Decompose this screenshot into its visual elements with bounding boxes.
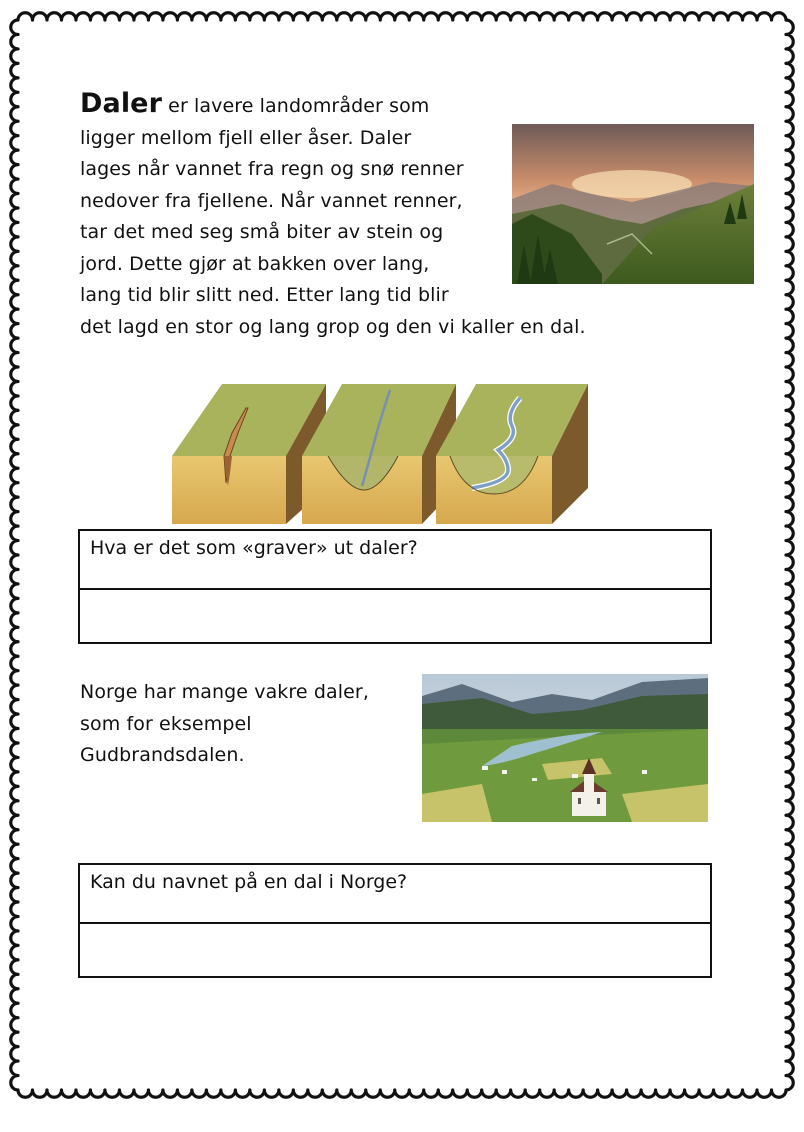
question-box-1 [78,529,712,644]
question-label-1: Hva er det som «graver» ut daler? [80,531,710,590]
intro-line-8: det lagd en stor og lang grop og den vi kaller en dal. [80,315,586,338]
norway-line-1: Norge har mange vakre daler, [80,681,369,703]
intro-line-2: ligger mellom fjell eller åser. Daler [80,126,412,149]
question-label-2: Kan du navnet på en dal i Norge? [80,865,710,924]
norway-line-2: som for eksempel [80,712,252,735]
valley-sunset-photo [512,124,754,284]
intro-line-7: lang tid blir slitt ned. Etter lang tid blir [80,284,449,306]
block-stage-3 [436,384,588,524]
norway-line-3: Gudbrandsdalen. [80,744,245,766]
answer-field-2[interactable] [80,924,710,976]
intro-line-1-rest: er lavere landområder som [162,95,430,117]
norway-paragraph [80,677,369,772]
valley-formation-diagram [168,378,594,528]
intro-line-5: tar det med seg små biter av stein og [80,221,444,243]
gudbrandsdalen-photo [422,674,708,822]
intro-line-3: lages når vannet fra regn og snø renner [80,158,464,180]
question-box-2 [78,863,712,978]
intro-line-4: nedover fra fjellene. Når vannet renner, [80,189,463,212]
intro-line-1 [80,88,780,123]
intro-line-6: jord. Dette gjør at bakken over lang, [80,252,430,275]
title-word: Daler [80,88,163,119]
answer-field-1[interactable] [80,590,710,642]
